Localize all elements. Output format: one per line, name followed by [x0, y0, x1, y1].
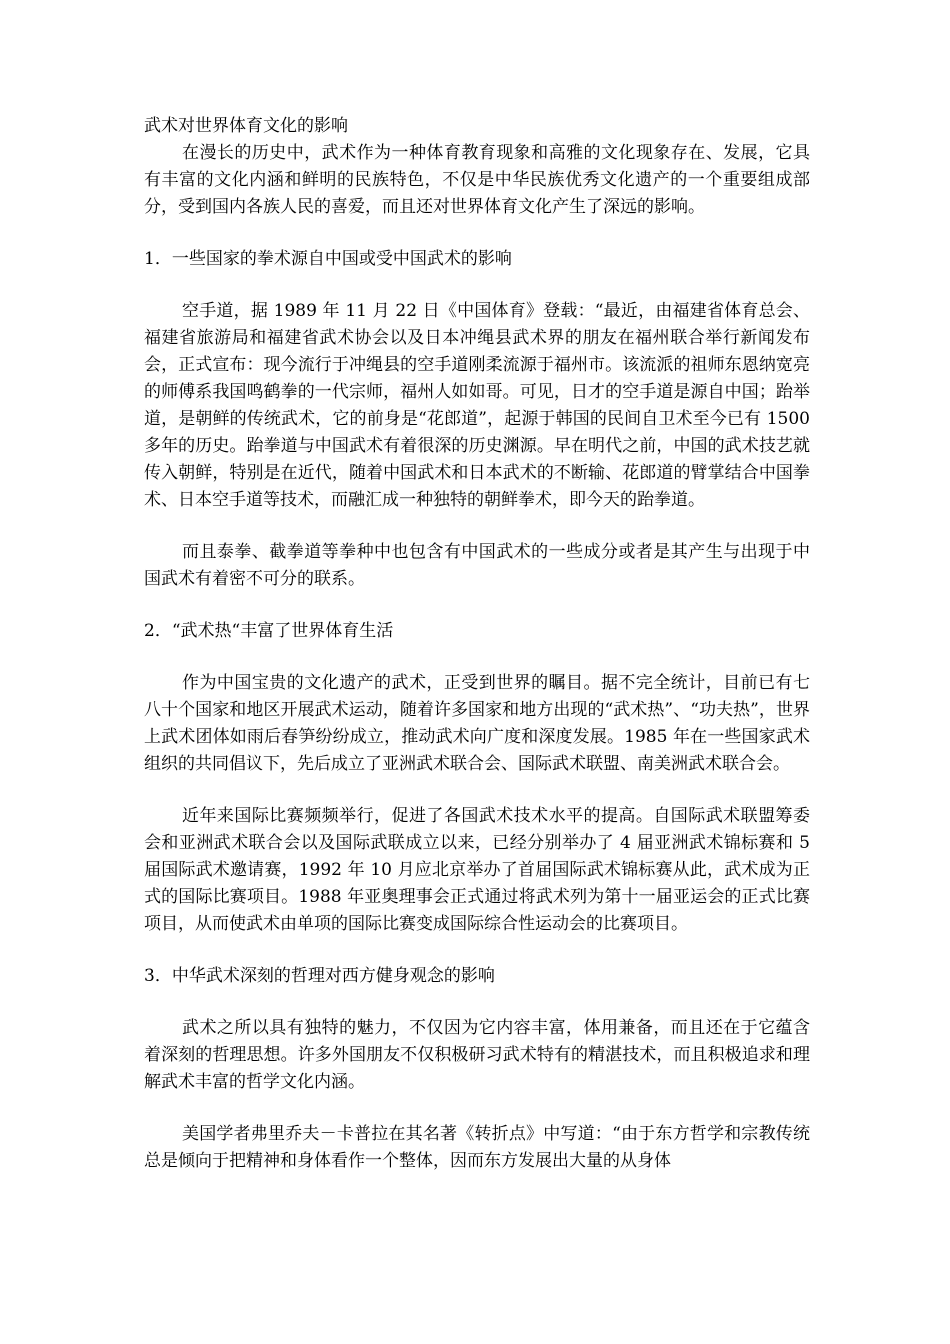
intro-paragraph: 在漫长的历史中，武术作为一种体育教育现象和高雅的文化现象存在、发展，它具有丰富的文化内涵和鲜明的民族特色，不仅是中华民族优秀文化遗产的一个重要组成部分，受到国内各族人民的喜爱，而且还对世界体育文化产生了深远的影响。 [144, 143, 810, 217]
section-3-paragraph-2: 美国学者弗里乔夫－卡普拉在其名著《转折点》中写道：“由于东方哲学和宗教传统总是倾向于把精神和身体看作一个整体，因而东方发展出大量的从身体 [144, 1124, 810, 1171]
section-2-paragraph-1: 作为中国宝贵的文化遗产的武术，正受到世界的瞩目。据不完全统计，目前已有七八十个国家和地区开展武术运动，随着许多国家和地方出现的“武术热”、“功夫热”，世界上武术团体如雨后春笋纷纷成立，推动武术向广度和深度发展。1985 年在一些国家武术组织的共同倡议下，先后成立了亚洲武术联合会、国际武术联盟、南美洲武术联合会。 [144, 673, 810, 774]
section-1-paragraph-1: 空手道，据 1989 年 11 月 22 日《中国体育》登载：“最近，由福建省体育总会、福建省旅游局和福建省武术协会以及日本冲绳县武术界的朋友在福州联合举行新闻发布会，正式宣布：现今流行于冲绳县的空手道刚柔流源于福州市。该流派的祖师东恩纳宽亮的师傅系我国鸣鹤拳的一代宗师，福州人如如哥。可见，日才的空手道是源自中国；跆举道，是朝鲜的传统武术，它的前身是“花郎道”，起源于韩国的民间自卫术至今已有 1500 多年的历史。跆拳道与中国武术有着很深的历史渊源。早在明代之前，中国的武术技艺就传入朝鲜，特别是在近代，随着中国武术和日本武术的不断输、花郎道的臂掌结合中国拳术、日本空手道等技术，而融汇成一种独特的朝鲜拳术，即今天的跆拳道。 [144, 301, 810, 510]
document-body [144, 113, 810, 1175]
section-2-heading: 2．“武术热“丰富了世界体育生活 [144, 621, 394, 641]
section-1-paragraph-2: 而且泰拳、截拳道等拳种中也包含有中国武术的一些成分或者是其产生与出现于中国武术有着密不可分的联系。 [144, 542, 810, 589]
section-3-heading: 3．中华武术深刻的哲理对西方健身观念的影响 [144, 966, 495, 986]
section-1-heading: 1．一些国家的拳术源自中国或受中国武术的影响 [144, 249, 512, 269]
section-3-paragraph-1: 武术之所以具有独特的魅力，不仅因为它内容丰富，体用兼备，而且还在于它蕴含着深刻的哲理思想。许多外国朋友不仅积极研习武术特有的精湛技术，而且积极追求和理解武术丰富的哲学文化内涵。 [144, 1018, 810, 1092]
section-2-paragraph-2: 近年来国际比赛频频举行，促进了各国武术技术水平的提高。自国际武术联盟筹委会和亚洲武术联合会以及国际武联成立以来，已经分别举办了 4 届亚洲武术锦标赛和 5 届国际武术邀请赛，1992 年 10 月应北京举办了首届国际武术锦标赛从此，武术成为正式的国际比赛项目。1988 年亚奥理事会正式通过将武术列为第十一届亚运会的正式比赛项目，从而使武术由单项的国际比赛变成国际综合性运动会的比赛项目。 [144, 806, 810, 934]
document-title: 武术对世界体育文化的影响 [144, 116, 348, 136]
